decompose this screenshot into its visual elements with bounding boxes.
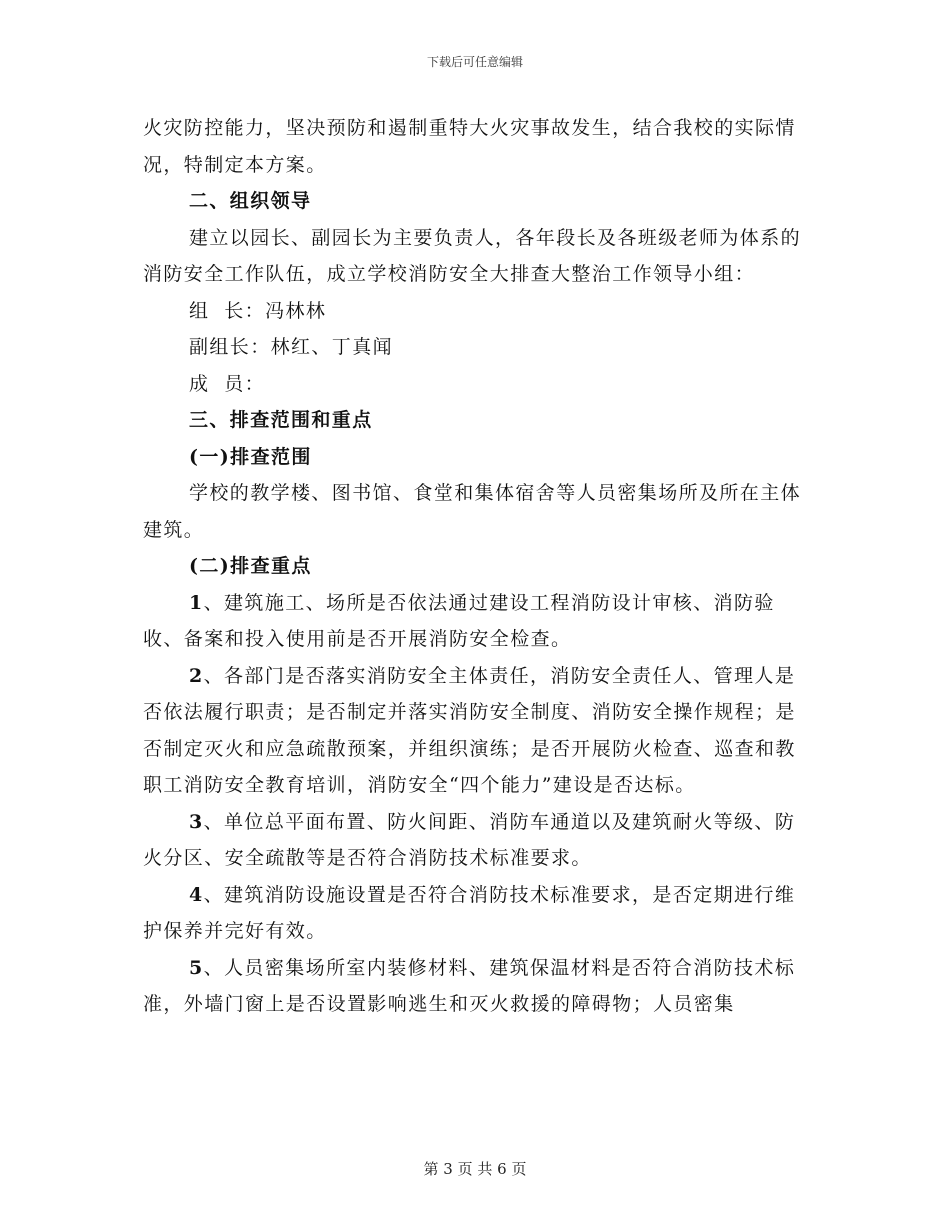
item-text: 、建筑施工、场所是否依法通过建设工程消防设计审核、消防验收、备案和投入使用前是否开展消防安全检查。 <box>143 591 775 650</box>
leader-line: 组 长：冯林林 <box>189 299 327 322</box>
item-text: 、各部门是否落实消防安全主体责任，消防安全责任人、管理人是否依法履行职责；是否制定并落实消防安全制度、消防安全操作规程；是否制定灭火和应急疏散预案，并组织演练；是否开展防火检查、巡查和教职工消防安全教育培训，消防安全“四个能力”建设是否达标。 <box>143 664 796 796</box>
section-heading-organization: 二、组织领导 <box>189 190 312 212</box>
list-item <box>143 658 808 804</box>
item-text: 、人员密集场所室内装修材料、建筑保温材料是否符合消防技术标准，外墙门窗上是否设置影响逃生和灭火救援的障碍物；人员密集 <box>143 956 796 1015</box>
page-header: 下载后可任意编辑 <box>426 55 523 69</box>
item-number: 3 <box>189 810 204 833</box>
subsection-heading-scope: (一)排查范围 <box>189 445 312 468</box>
paragraph-intro-continued: 火灾防控能力，坚决预防和遏制重特大火灾事故发生，结合我校的实际情况，特制定本方案。 <box>143 117 796 176</box>
item-text: 、单位总平面布置、防火间距、消防车通道以及建筑耐火等级、防火分区、安全疏散等是否符合消防技术标准要求。 <box>143 810 796 869</box>
members-line: 成 员： <box>189 372 266 395</box>
deputy-leader-line: 副组长：林红、丁真闻 <box>189 336 394 358</box>
list-item <box>143 804 808 877</box>
section-heading-scope: 三、排查范围和重点 <box>189 409 373 431</box>
item-number: 5 <box>189 956 204 979</box>
item-number: 4 <box>189 883 204 906</box>
subsection-heading-focus: (二)排查重点 <box>189 555 312 577</box>
item-number: 2 <box>189 664 204 687</box>
document-body <box>143 110 808 1023</box>
paragraph-scope: 学校的教学楼、图书馆、食堂和集体宿舍等人员密集场所及所在主体建筑。 <box>143 482 802 541</box>
list-item <box>143 585 808 658</box>
item-text: 、建筑消防设施设置是否符合消防技术标准要求，是否定期进行维护保养并完好有效。 <box>143 883 796 942</box>
page-footer: 第 3 页 共 6 页 <box>423 1160 527 1178</box>
list-item <box>143 877 808 950</box>
item-number: 1 <box>189 591 204 614</box>
list-item <box>143 950 808 1023</box>
paragraph-organization: 建立以园长、副园长为主要负责人，各年段长及各班级老师为体系的消防安全工作队伍，成立学校消防安全大排查大整治工作领导小组： <box>143 226 802 285</box>
